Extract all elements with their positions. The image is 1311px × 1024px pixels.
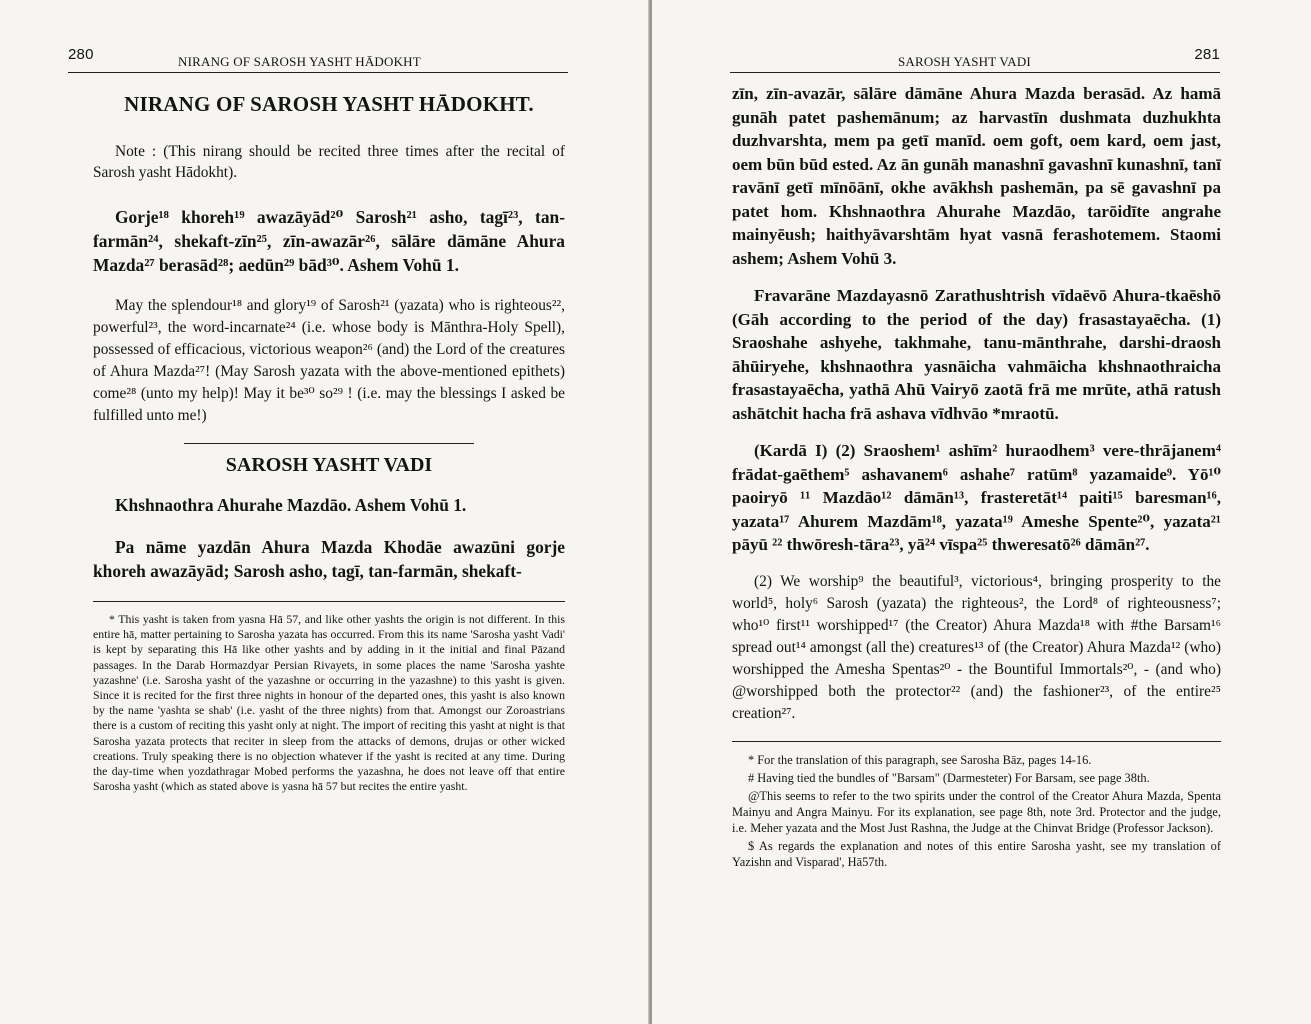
- nirang-note: Note : (This nirang should be recited three times after the recital of Sarosh yasht Hādokht).: [93, 143, 565, 181]
- page-title: NIRANG OF SAROSH YASHT HĀDOKHT.: [124, 92, 534, 116]
- footnote: $ As regards the explanation and notes of this entire Sarosha yasht, see my translation of Yazishn and Visparad', Hā57th.: [732, 838, 1221, 869]
- right-running-head: [730, 48, 1220, 70]
- section-title: SAROSH YASHT VADI: [225, 454, 433, 476]
- left-running-head: [68, 48, 568, 70]
- section-separator: [184, 443, 474, 444]
- karda-one-translation: (2) We worship⁹ the beautiful³, victorious⁴, bringing prosperity to the world⁵, holy⁶ Sarosh (yazata) the righteous², the Lord⁸ of righteousness⁷; who¹⁰ first¹¹ worshipped¹⁷ (the Creator) Ahura Mazda¹⁸ with #the Barsam¹⁶ spread out¹⁴ amongst (all the) creatures¹³ of (the Creator) Ahura Mazda¹² (who) worshipped the Amesha Spentas²⁰ - the Bountiful Immortals²⁰, - (and who) @worshipped both the protector²² (and) the fashioner²³, of the entire²⁵ creation²⁷.: [732, 572, 1221, 722]
- right-column: [732, 82, 1221, 872]
- footnote: * For the translation of this paragraph, see Sarosha Bāz, pages 14-16.: [748, 752, 1092, 767]
- page-number: 281: [1194, 46, 1220, 63]
- karda-one-text: (Kardā I) (2) Sraoshem¹ ashīm² huraodhem³ vere-thrājanem⁴ frādat-gaēthem⁵ ashavanem⁶ ashahe⁷ ratūm⁸ yazamaide⁹. Yō¹⁰ paoiryō ¹¹ Mazdāo¹² dāmān¹³, frasteretāt¹⁴ paiti¹⁵ baresman¹⁶, yazata¹⁷ Ahurem Mazdām¹⁸, yazata¹⁹ Ameshe Spente²⁰, yazata²¹ pāyū ²² thwōresh-tāra²³, yā²⁴ vīspa²⁵ thweresatō²⁶ dāmān²⁷.: [732, 441, 1221, 554]
- footnote: * This yasht is taken from yasna Hā 57, and like other yashts the origin is not different. In this entire hā, matter pertaining to Sarosha yazata has occurred. From this its name 'Sarosha yasht Vadi' is kept by separating this Hā like other yashts and by adding in it the initial and final Pāzand passages. In the Darab Hormazdyar Persian Rivayets, in some places the name 'Sarosha yashte yazashne' (i.e. Sarosha yasht of the yazashne or occurring in the yazashne) to this yasht is given. Since it is recited for the first three nights in honour of the departed ones, this yasht is also known by the name 'yashta se shab' (i.e. yasht of the three nights) from that. Amongst our Zoroastrians there is a custom of reciting this yasht only at night. The import of reciting this yasht at night is that Sarosha yazata protects that reciter in sleep from the attacks of demons, drujas or other wicked creations. Truly speaking there is no objection whatever if the yasht is recited at any time. During the day-time when yozdathragar Mobed performs the yazashna, he does not leave off that entire Sarosha yasht (which as stated above is yasna hā 57 but recites the entire yasht.: [93, 612, 565, 794]
- running-head-title: SAROSH YASHT VADI: [898, 54, 1031, 69]
- fravarane-text: Fravarāne Mazdayasnō Zarathushtrish vīdaēvō Ahura-tkaēshō (Gāh according to the period of the day) frasastayaēcha. (1) Sraoshahe ashyehe, takhmahe, tanu-mānthrahe, darshi-draosh āhūiryehe, khshnaothra yasnāicha vahmāicha khshnaothraicha frasastayaēcha, yathā Ahū Vairyō zaotā frā me mrūte, athā ratush ashātchit hacha frā ashava vīdhvāo *mraotū.: [732, 286, 1221, 423]
- pazand-continuation: zīn, zīn-avazār, sālāre dāmāne Ahura Mazda berasād. Az hamā gunāh patet pashemānum; az harvastīn dushmata duzhukhta duzhvarshta, mem pa getī manīd. oem goft, oem kard, oem jast, oem būn būd ested. Az ān gunāh manashnī gavashnī kunashnī, tanī ravānī getī mīnōānī, okhe avākhsh pashemān, pa sē gavashnī pa patet hom. Khshnaothra Ahurahe Mazdāo, tarōidīte angrahe mainyēush; haithyāvarshtām hyat vasnā ferashotemem. Staomi ashem; Ashem Vohū 3.: [732, 84, 1221, 268]
- header-rule: [730, 72, 1220, 73]
- footnote: # Having tied the bundles of "Barsam" (Darmesteter) For Barsam, see page 38th.: [748, 770, 1150, 785]
- invocation-text: Gorje¹⁸ khoreh¹⁹ awazāyād²⁰ Sarosh²¹ asho, tagī²³, tan-farmān²⁴, shekaft-zīn²⁵, zīn-awazār²⁶, sālāre dāmāne Ahura Mazda²⁷ berasād²⁸; aedūn²⁹ bād³⁰. Ashem Vohū 1.: [93, 207, 565, 275]
- footnote-rule: [93, 601, 565, 602]
- right-page: [652, 0, 1311, 1024]
- header-rule: [68, 72, 568, 73]
- footnote-rule: [732, 741, 1221, 742]
- left-column: [93, 82, 565, 796]
- footnote: @This seems to refer to the two spirits under the control of the Creator Ahura Mazda, Spenta Mainyu and Angra Mainyu. For its explanation, see page 8th, note 3rd. Protector and the judge, i.e. Meher yazata and the Most Just Rashna, the Judge at the Chinvat Bridge (Professor Jackson).: [732, 788, 1221, 835]
- left-page: [0, 0, 650, 1024]
- pazand-text: Pa nāme yazdān Ahura Mazda Khodāe awazūni gorje khoreh awazāyād; Sarosh asho, tagī, tan-farmān, shekaft-: [93, 537, 565, 581]
- invocation-translation: May the splendour¹⁸ and glory¹⁹ of Sarosh²¹ (yazata) who is righteous²², powerful²³, the word-incarnate²⁴ (i.e. whose body is Mānthra-Holy Spell), possessed of efficacious, victorious weapon²⁶ (and) the Lord of the creatures of Ahura Mazda²⁷! (May Sarosh yazata with the above-mentioned epithets) come²⁸ (unto my help)! May it be³⁰ so²⁹ ! (i.e. may the blessings I asked be fulfilled unto me!): [93, 297, 565, 424]
- running-head-title: NIRANG OF SAROSH YASHT HĀDOKHT: [178, 54, 421, 69]
- page-number: 280: [68, 46, 94, 63]
- opening-line: Khshnaothra Ahurahe Mazdāo. Ashem Vohū 1.: [115, 495, 467, 515]
